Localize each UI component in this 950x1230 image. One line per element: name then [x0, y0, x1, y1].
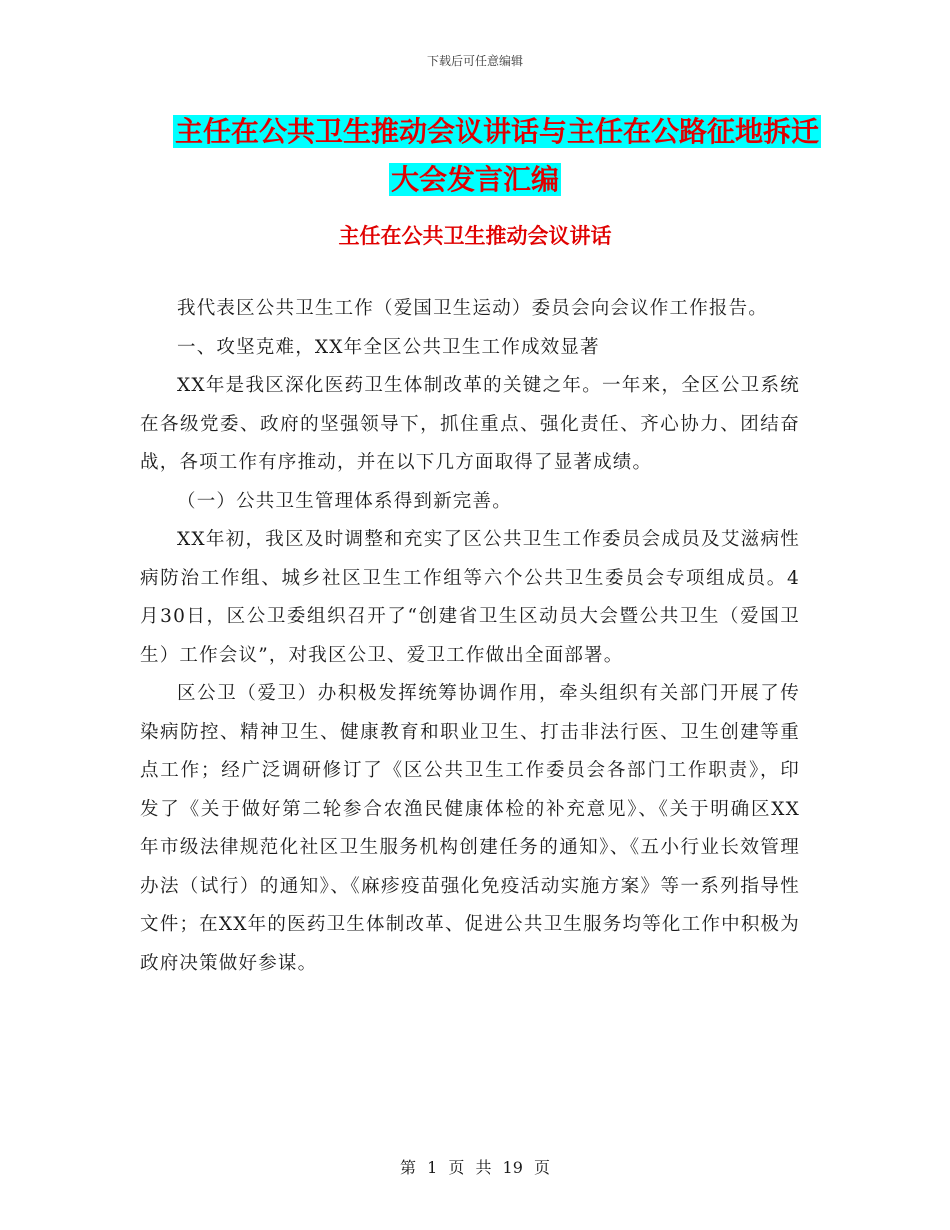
paragraph: 我代表区公共卫生工作（爱国卫生运动）委员会向会议作工作报告。	[177, 298, 769, 319]
paragraph: （一）公共卫生管理体系得到新完善。	[177, 490, 512, 512]
paragraph: 一、攻坚克难，XX年全区公共卫生工作成效显著	[177, 336, 600, 358]
paragraph: 区公卫（爱卫）办积极发挥统筹协调作用，牵头组织有关部门开展了传染病防控、精神卫生、健康教育和职业卫生、打击非法行医、卫生创建等重点工作；经广泛调研修订了《区公共卫生工作委员会各部门工作职责》，印发了《关于做好第二轮参合农渔民健康体检的补充意见》、《关于明确区XX年市级法律规范化社区卫生服务机构创建任务的通知》、《五小行业长效管理办法（试行）的通知》、《麻疹疫苗强化免疫活动实施方案》等一系列指导性文件；在XX年的医药卫生体制改革、促进公共卫生服务均等化工作中积极为政府决策做好参谋。	[140, 683, 800, 974]
paragraph: XX年初，我区及时调整和充实了区公共卫生工作委员会成员及艾滋病性病防治工作组、城乡社区卫生工作组等六个公共卫生委员会专项组成员。4月30日，区公卫委组织召开了“创建省卫生区动员大会暨公共卫生（爱国卫生）工作会议”，对我区公卫、爱卫工作做出全面部署。	[140, 529, 800, 666]
title-line-2: 大会发言汇编	[390, 163, 559, 196]
section-title: 主任在公共卫生推动会议讲话	[338, 224, 612, 248]
body-text	[140, 290, 800, 983]
title-line-1: 主任在公共卫生推动会议讲话与主任在公路征地拆迁	[174, 115, 819, 148]
paragraph: XX年是我区深化医药卫生体制改革的关键之年。一年来，全区公卫系统在各级党委、政府的坚强领导下，抓住重点、强化责任、齐心协力、团结奋战，各项工作有序推动，并在以下几方面取得了显著成绩。	[140, 375, 800, 473]
page-number-footer: 第 1 页 共 19 页	[400, 1158, 550, 1177]
document-title	[0, 108, 950, 204]
header-note: 下载后可任意编辑	[426, 54, 523, 68]
